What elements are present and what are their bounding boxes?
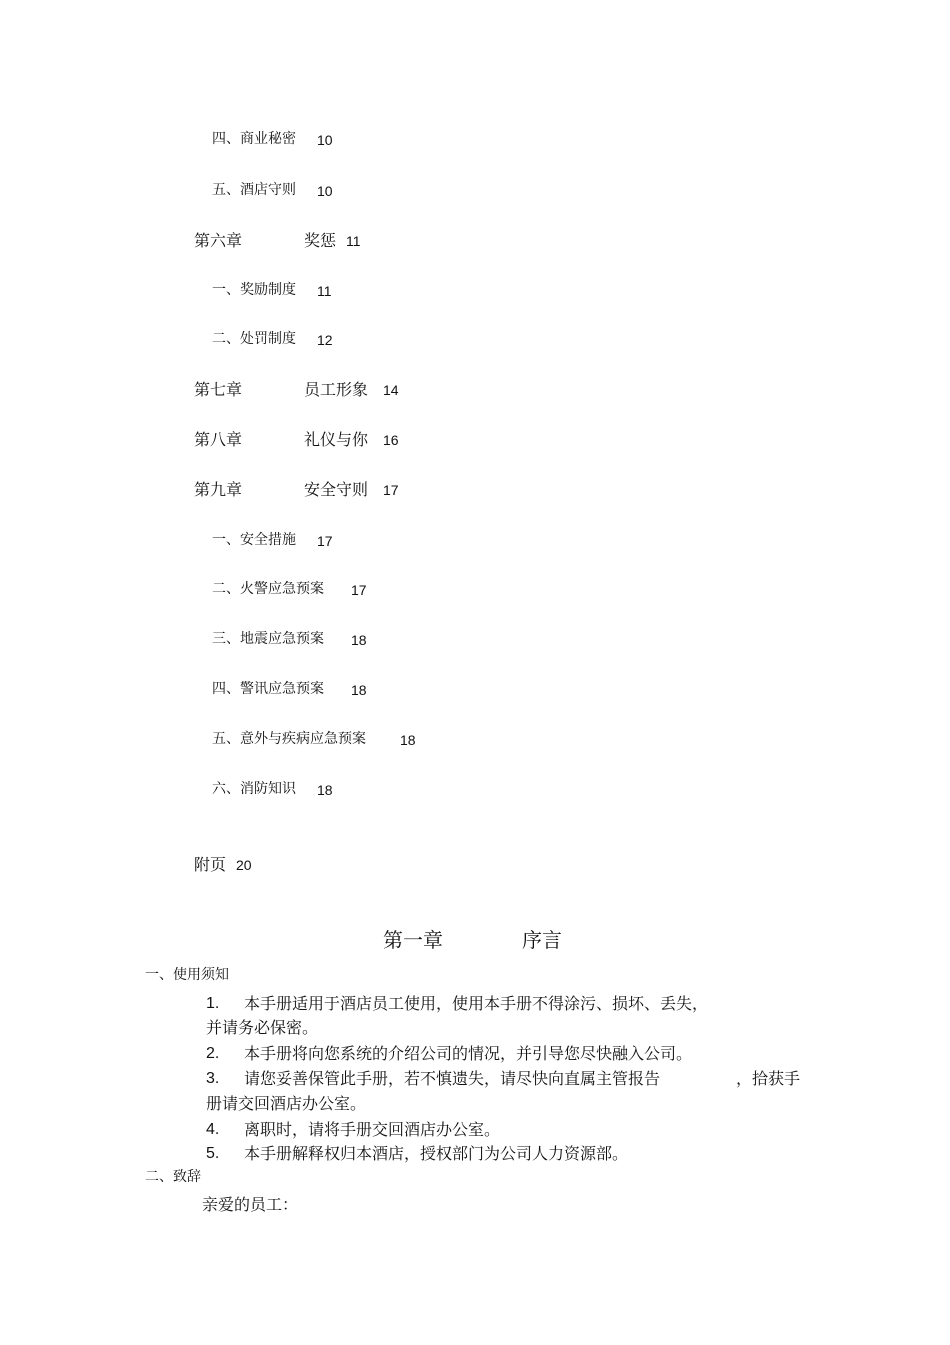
toc-chapter-page: 17	[383, 482, 399, 498]
toc-chapter-number: 第六章	[194, 231, 243, 250]
toc-item-label: 一、安全措施	[212, 532, 296, 548]
greeting: 亲爱的员工：	[202, 1195, 299, 1214]
toc-chapter-page: 16	[383, 432, 399, 448]
toc-item-label: 一、奖励制度	[212, 282, 296, 298]
toc-item-label: 五、酒店守则	[212, 182, 296, 198]
list-item-text-cont: 并请务必保密。	[206, 1018, 319, 1037]
list-item-text: 离职时，请将手册交回酒店办公室。	[244, 1120, 501, 1139]
toc-appendix-label: 附页	[194, 855, 227, 874]
toc-chapter-page: 14	[383, 382, 399, 398]
toc-item-label: 六、消防知识	[212, 781, 296, 797]
toc-item-label: 四、警讯应急预案	[212, 681, 324, 697]
toc-item-page: 11	[317, 283, 332, 299]
toc-chapter-title: 奖惩	[304, 231, 337, 250]
list-item-text: 请您妥善保管此手册，若不慎遗失，请尽快向直属主管报告	[244, 1069, 661, 1088]
toc-item-page: 18	[400, 732, 416, 748]
list-item-number: 1.	[206, 995, 220, 1012]
list-item-number: 5.	[206, 1145, 220, 1162]
list-item-number: 2.	[206, 1045, 220, 1062]
toc-item-page: 10	[317, 132, 333, 148]
toc-chapter-number: 第八章	[194, 430, 243, 449]
toc-item-page: 18	[317, 782, 333, 798]
toc-item-label: 三、地震应急预案	[212, 631, 324, 647]
list-item-text: 本手册适用于酒店员工使用，使用本手册不得涂污、损坏、丢失，	[244, 994, 709, 1013]
toc-item-label: 四、商业秘密	[212, 131, 296, 147]
toc-item-label: 二、处罚制度	[212, 331, 296, 347]
toc-appendix-page: 20	[236, 857, 252, 873]
list-item-text: 本手册将向您系统的介绍公司的情况，并引导您尽快融入公司。	[244, 1044, 693, 1063]
toc-item-label: 五、意外与疾病应急预案	[212, 731, 366, 747]
toc-chapter-title: 员工形象	[304, 380, 369, 399]
toc-item-page: 17	[317, 533, 333, 549]
list-item-text-tail: ，拾获手	[736, 1069, 801, 1088]
toc-item-page: 10	[317, 183, 333, 199]
list-item-number: 3.	[206, 1070, 220, 1087]
chapter-title: 序言	[522, 928, 562, 952]
toc-chapter-number: 第九章	[194, 480, 243, 499]
toc-chapter-title: 安全守则	[304, 480, 369, 499]
section-heading: 二、致辞	[145, 1169, 201, 1185]
list-item-text: 本手册解释权归本酒店，授权部门为公司人力资源部。	[244, 1144, 629, 1163]
toc-item-page: 12	[317, 332, 333, 348]
toc-chapter-page: 11	[346, 233, 361, 249]
section-heading: 一、使用须知	[145, 967, 229, 983]
toc-item-page: 18	[351, 632, 367, 648]
list-item-text-cont: 册请交回酒店办公室。	[206, 1094, 367, 1113]
toc-item-page: 18	[351, 682, 367, 698]
toc-item-label: 二、火警应急预案	[212, 581, 324, 597]
toc-item-page: 17	[351, 582, 367, 598]
chapter-number: 第一章	[383, 928, 443, 952]
toc-chapter-number: 第七章	[194, 380, 243, 399]
list-item-number: 4.	[206, 1121, 220, 1138]
toc-chapter-title: 礼仪与你	[304, 430, 369, 449]
